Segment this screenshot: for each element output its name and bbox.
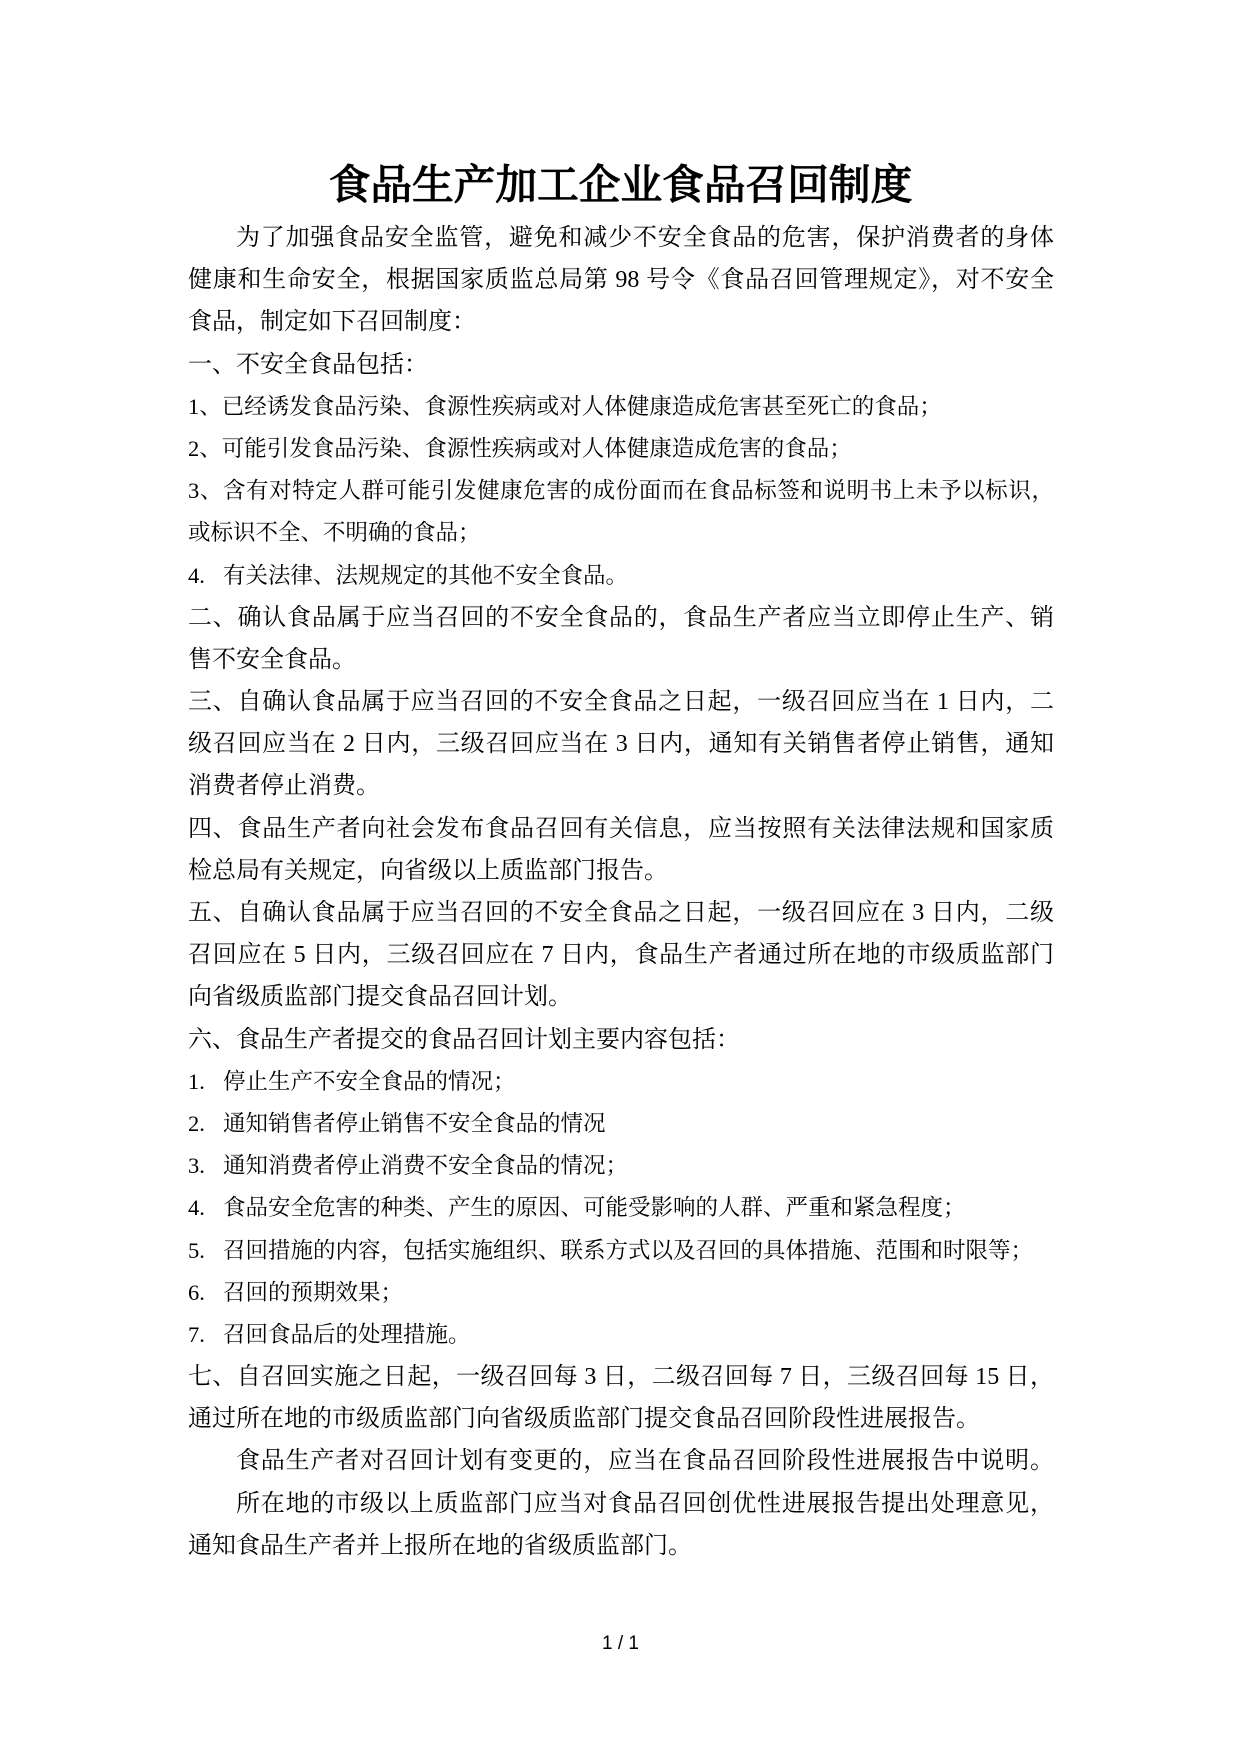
paragraph-line: 通知食品生产者并上报所在地的省级质监部门。 — [188, 1532, 692, 1559]
section-5 — [188, 892, 1054, 1019]
list-item-text: 召回食品后的处理措施。 — [223, 1321, 471, 1347]
section-3 — [188, 681, 1054, 808]
page-number: 1 / 1 — [602, 1633, 639, 1654]
list-item-number: 6. — [188, 1279, 205, 1305]
paragraph-line: 通过所在地的市级质监部门向省级质监部门提交食品召回阶段性进展报告。 — [188, 1406, 980, 1433]
section-1 — [188, 344, 1054, 597]
list-item-text: 召回的预期效果； — [223, 1279, 404, 1305]
list-item-line: 或标识不全、不明确的食品； — [188, 520, 481, 546]
section-4 — [188, 808, 1054, 892]
list-item-text: 停止生产不安全食品的情况； — [223, 1068, 516, 1094]
list-item — [188, 555, 1054, 597]
paragraph-line: 召回应在 5 日内，三级召回应在 7 日内，食品生产者通过所在地的市级质监部门 — [188, 942, 1054, 969]
paragraph-line: 三、自确认食品属于应当召回的不安全食品之日起，一级召回应当在 1 日内，二 — [188, 689, 1054, 716]
list-item: 1、已经诱发食品污染、食源性疾病或对人体健康造成危害甚至死亡的食品； — [188, 393, 942, 419]
list-item: 2、可能引发食品污染、食源性疾病或对人体健康造成危害的食品； — [188, 435, 852, 461]
section-heading: 一、不安全食品包括： — [188, 351, 428, 378]
section-6 — [188, 1019, 1054, 1357]
paragraph-line: 售不安全食品。 — [188, 646, 356, 673]
paragraph-line: 二、确认食品属于应当召回的不安全食品的，食品生产者应当立即停止生产、销 — [188, 604, 1054, 631]
paragraph-line: 食品生产者对召回计划有变更的，应当在食品召回阶段性进展报告中说明。 — [236, 1448, 1054, 1475]
list-item — [188, 1272, 1054, 1314]
list-item-text: 有关法律、法规规定的其他不安全食品。 — [223, 562, 629, 588]
list-item-text: 通知消费者停止消费不安全食品的情况； — [223, 1153, 629, 1179]
list-item — [188, 1061, 1054, 1103]
list-item-number: 2. — [188, 1110, 205, 1136]
list-item-text: 食品安全危害的种类、产生的原因、可能受影响的人群、严重和紧急程度； — [223, 1195, 966, 1221]
list-item-number: 5. — [188, 1237, 205, 1263]
list-item-text: 召回措施的内容，包括实施组织、联系方式以及召回的具体措施、范围和时限等； — [223, 1237, 1034, 1263]
list-item — [188, 1314, 1054, 1356]
list-item-number: 7. — [188, 1321, 205, 1347]
list-item-number: 4. — [188, 1195, 205, 1221]
paragraph-line: 为了加强食品安全监管，避免和减少不安全食品的危害，保护消费者的身体 — [236, 225, 1054, 251]
list-item-line: 3、含有对特定人群可能引发健康危害的成份面而在食品标签和说明书上未予以标识， — [188, 478, 1054, 504]
paragraph-line: 所在地的市级以上质监部门应当对食品召回创优性进展报告提出处理意见， — [236, 1490, 1054, 1517]
paragraph-line: 健康和生命安全，根据国家质监总局第 98 号令《食品召回管理规定》，对不安全 — [188, 267, 1054, 294]
section-heading: 六、食品生产者提交的食品召回计划主要内容包括： — [188, 1026, 740, 1053]
list-item-number: 4. — [188, 562, 205, 588]
list-item-text: 通知销售者停止销售不安全食品的情况 — [223, 1110, 606, 1136]
section-7 — [188, 1356, 1054, 1567]
paragraph-line: 检总局有关规定，向省级以上质监部门报告。 — [188, 857, 668, 884]
section-2 — [188, 597, 1054, 681]
paragraph-line: 四、食品生产者向社会发布食品召回有关信息，应当按照有关法律法规和国家质 — [188, 815, 1054, 842]
list-item — [188, 1145, 1054, 1187]
paragraph-line: 向省级质监部门提交食品召回计划。 — [188, 984, 572, 1011]
paragraph-line: 食品，制定如下召回制度： — [188, 309, 476, 336]
paragraph-line: 七、自召回实施之日起，一级召回每 3 日，二级召回每 7 日，三级召回每 15 日， — [188, 1364, 1054, 1391]
list-item-number: 3. — [188, 1153, 205, 1179]
document-title: 食品生产加工企业食品召回制度 — [328, 161, 913, 208]
paragraph-line: 消费者停止消费。 — [188, 773, 380, 800]
list-item — [188, 470, 1054, 554]
list-item — [188, 1103, 1054, 1145]
intro-paragraph — [188, 217, 1054, 344]
list-item — [188, 1187, 1054, 1229]
list-item-number: 1. — [188, 1068, 205, 1094]
list-item — [188, 1230, 1054, 1272]
paragraph-line: 级召回应当在 2 日内，三级召回应当在 3 日内，通知有关销售者停止销售，通知 — [188, 731, 1054, 758]
document-body — [188, 217, 1054, 1567]
paragraph-line: 五、自确认食品属于应当召回的不安全食品之日起，一级召回应在 3 日内，二级 — [188, 900, 1054, 926]
